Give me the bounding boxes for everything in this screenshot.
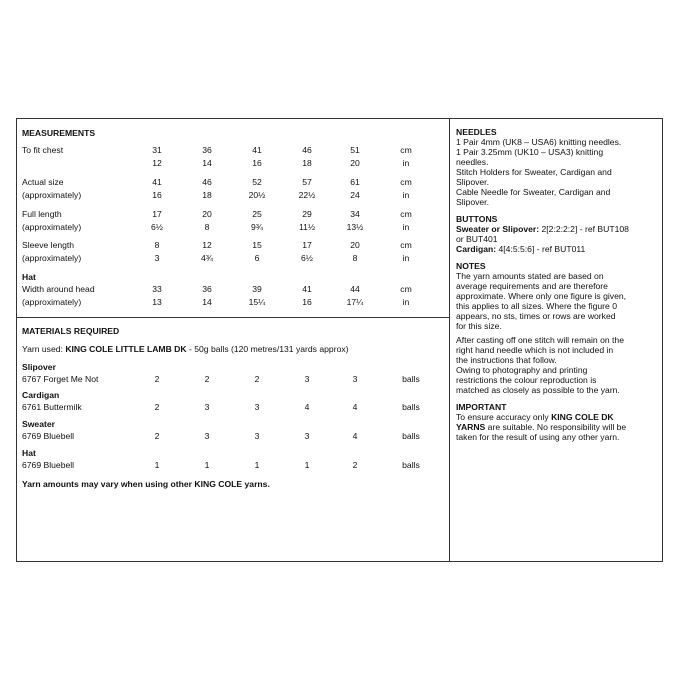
notes-line: restrictions the colour reproduction is (456, 375, 597, 385)
notes-line: this applies to all sizes. Where the figure 0 (456, 301, 617, 311)
yarn-suffix: - 50g balls (120 metres/131 yards approx) (186, 344, 349, 354)
material-balls-value: 3 (352, 374, 358, 384)
measurement-value: 6½ (151, 222, 163, 232)
pattern-info-panel (16, 118, 663, 562)
measurements-group-heading: Hat (22, 272, 36, 282)
measurement-value: 9¾ (251, 222, 263, 232)
material-balls-value: 2 (154, 374, 160, 384)
notes-paragraph-1 (456, 271, 661, 331)
material-balls-value: 4 (352, 431, 358, 441)
measurement-value: 61 (350, 177, 360, 187)
measurements-title: MEASUREMENTS (22, 128, 96, 138)
measurement-value: 6 (254, 253, 260, 263)
measurement-value: 39 (252, 284, 262, 294)
needles-line: 1 Pair 4mm (UK8 – USA6) knitting needles. (456, 137, 622, 147)
yarn-name: KING COLE LITTLE LAMB DK (65, 344, 187, 354)
material-balls-value: 1 (304, 460, 310, 470)
measurement-unit: in (402, 190, 410, 200)
measurement-value: 20 (350, 158, 360, 168)
measurement-value: 20 (202, 209, 212, 219)
measurement-value: 41 (302, 284, 312, 294)
notes-line: for this size. (456, 321, 502, 331)
measurement-value: 18 (202, 190, 212, 200)
notes-title: NOTES (456, 261, 486, 271)
column-divider (449, 119, 450, 561)
notes-line: Owing to photography and printing (456, 365, 588, 375)
material-balls-value: 1 (204, 460, 210, 470)
measurement-value: 41 (152, 177, 162, 187)
measurement-value: 6½ (301, 253, 313, 263)
measurement-value: 46 (202, 177, 212, 187)
notes-line: approximate. Where only one figure is given, (456, 291, 627, 301)
material-balls-value: 3 (304, 431, 310, 441)
important-line-2: YARNS are suitable. No responsibility will be (456, 422, 627, 432)
material-balls-value: 2 (352, 460, 358, 470)
measurement-value: 15 (252, 240, 262, 250)
material-shade: 6767 Forget Me Not (22, 374, 99, 384)
measurement-value: 25 (252, 209, 262, 219)
important-line-1: To ensure accuracy only KING COLE DK (456, 412, 614, 422)
important-line-3: taken for the result of using any other yarn. (456, 432, 620, 442)
measurement-label: Actual size (22, 177, 64, 187)
measurement-value: 46 (302, 145, 312, 155)
measurement-value: 18 (302, 158, 312, 168)
notes-line: matched as closely as possible to the yarn. (456, 385, 620, 395)
measurement-label: Full length (22, 209, 62, 219)
measurement-value: 22½ (298, 190, 316, 200)
needles-line: 1 Pair 3.25mm (UK10 – USA3) knitting (456, 147, 604, 157)
section-divider (17, 317, 449, 318)
measurement-value: 52 (252, 177, 262, 187)
measurement-label: (approximately) (22, 297, 82, 307)
material-shade: 6761 Buttermilk (22, 402, 82, 412)
material-balls-value: 4 (304, 402, 310, 412)
measurement-unit: cm (400, 209, 412, 219)
notes-line: average requirements and are therefore (456, 281, 608, 291)
yarn-used-line (22, 344, 349, 354)
measurement-label: To fit chest (22, 145, 64, 155)
measurement-value: 14 (202, 158, 212, 168)
material-unit: balls (402, 431, 420, 441)
measurement-value: 20 (350, 240, 360, 250)
measurement-unit: cm (400, 177, 412, 187)
measurement-value: 44 (350, 284, 360, 294)
measurement-value: 12 (152, 158, 162, 168)
needles-title: NEEDLES (456, 127, 497, 137)
measurement-unit: cm (400, 145, 412, 155)
needles-line: Slipover. (456, 197, 489, 207)
notes-line: the instructions that follow. (456, 355, 557, 365)
material-unit: balls (402, 374, 420, 384)
measurement-value: 29 (302, 209, 312, 219)
buttons-line-1: Sweater or Slipover: 2[2:2:2:2] - ref BUT108 (456, 224, 629, 234)
material-balls-value: 3 (254, 431, 260, 441)
needles-line: Stitch Holders for Sweater, Cardigan and (456, 167, 612, 177)
measurement-value: 17¼ (346, 297, 364, 307)
material-balls-value: 2 (204, 374, 210, 384)
measurement-value: 36 (202, 145, 212, 155)
yarn-prefix: Yarn used: (22, 344, 66, 354)
material-balls-value: 3 (204, 431, 210, 441)
material-balls-value: 3 (254, 402, 260, 412)
material-shade: 6769 Bluebell (22, 460, 75, 470)
measurement-value: 11½ (298, 222, 316, 232)
measurement-value: 16 (302, 297, 312, 307)
measurement-value: 12 (202, 240, 212, 250)
measurement-value: 4¾ (201, 253, 213, 263)
measurement-value: 36 (202, 284, 212, 294)
measurement-unit: cm (400, 240, 412, 250)
measurement-unit: in (402, 253, 410, 263)
materials-title: MATERIALS REQUIRED (22, 326, 120, 336)
needles-list (456, 137, 661, 207)
important-title: IMPORTANT (456, 402, 507, 412)
notes-line: right hand needle which is not included in (456, 345, 614, 355)
measurement-label: (approximately) (22, 253, 82, 263)
measurement-value: 13½ (346, 222, 364, 232)
measurement-value: 31 (152, 145, 162, 155)
material-shade: 6769 Bluebell (22, 431, 75, 441)
material-garment: Sweater (22, 419, 55, 429)
material-unit: balls (402, 402, 420, 412)
material-balls-value: 1 (254, 460, 260, 470)
notes-paragraph-2 (456, 335, 661, 395)
material-balls-value: 4 (352, 402, 358, 412)
measurement-unit: cm (400, 284, 412, 294)
measurement-unit: in (402, 297, 410, 307)
material-balls-value: 2 (254, 374, 260, 384)
buttons-line-2: or BUT401 (456, 234, 498, 244)
buttons-line-3: Cardigan: 4[4:5:5:6] - ref BUT011 (456, 244, 586, 254)
measurement-label: Width around head (22, 284, 95, 294)
measurement-value: 20½ (248, 190, 266, 200)
measurement-value: 3 (154, 253, 160, 263)
measurement-value: 8 (154, 240, 160, 250)
measurement-unit: in (402, 158, 410, 168)
yarn-footnote: Yarn amounts may vary when using other KING COLE yarns. (22, 479, 270, 489)
measurement-value: 34 (350, 209, 360, 219)
notes-line: After casting off one stitch will remain on the (456, 335, 624, 345)
material-garment: Cardigan (22, 390, 60, 400)
measurement-label: Sleeve length (22, 240, 75, 250)
measurement-value: 17 (302, 240, 312, 250)
material-balls-value: 2 (154, 402, 160, 412)
measurement-value: 13 (152, 297, 162, 307)
material-balls-value: 1 (154, 460, 160, 470)
measurement-unit: in (402, 222, 410, 232)
measurement-value: 17 (152, 209, 162, 219)
notes-line: The yarn amounts stated are based on (456, 271, 604, 281)
material-garment: Hat (22, 448, 36, 458)
material-balls-value: 3 (304, 374, 310, 384)
sidebar-notes (456, 127, 661, 442)
needles-line: needles. (456, 157, 489, 167)
measurement-value: 16 (252, 158, 262, 168)
buttons-title: BUTTONS (456, 214, 498, 224)
material-balls-value: 3 (204, 402, 210, 412)
measurement-label: (approximately) (22, 222, 82, 232)
measurement-value: 15¼ (248, 297, 266, 307)
measurement-value: 51 (350, 145, 360, 155)
material-garment: Slipover (22, 362, 56, 372)
material-unit: balls (402, 460, 420, 470)
measurement-value: 16 (152, 190, 162, 200)
measurement-value: 24 (350, 190, 360, 200)
needles-line: Slipover. (456, 177, 489, 187)
measurement-value: 8 (204, 222, 210, 232)
notes-line: appears, no sts, times or rows are worked (456, 311, 616, 321)
measurement-value: 14 (202, 297, 212, 307)
measurement-value: 41 (252, 145, 262, 155)
measurement-value: 57 (302, 177, 312, 187)
measurement-label: (approximately) (22, 190, 82, 200)
measurement-value: 8 (352, 253, 358, 263)
measurement-value: 33 (152, 284, 162, 294)
material-balls-value: 2 (154, 431, 160, 441)
needles-line: Cable Needle for Sweater, Cardigan and (456, 187, 611, 197)
